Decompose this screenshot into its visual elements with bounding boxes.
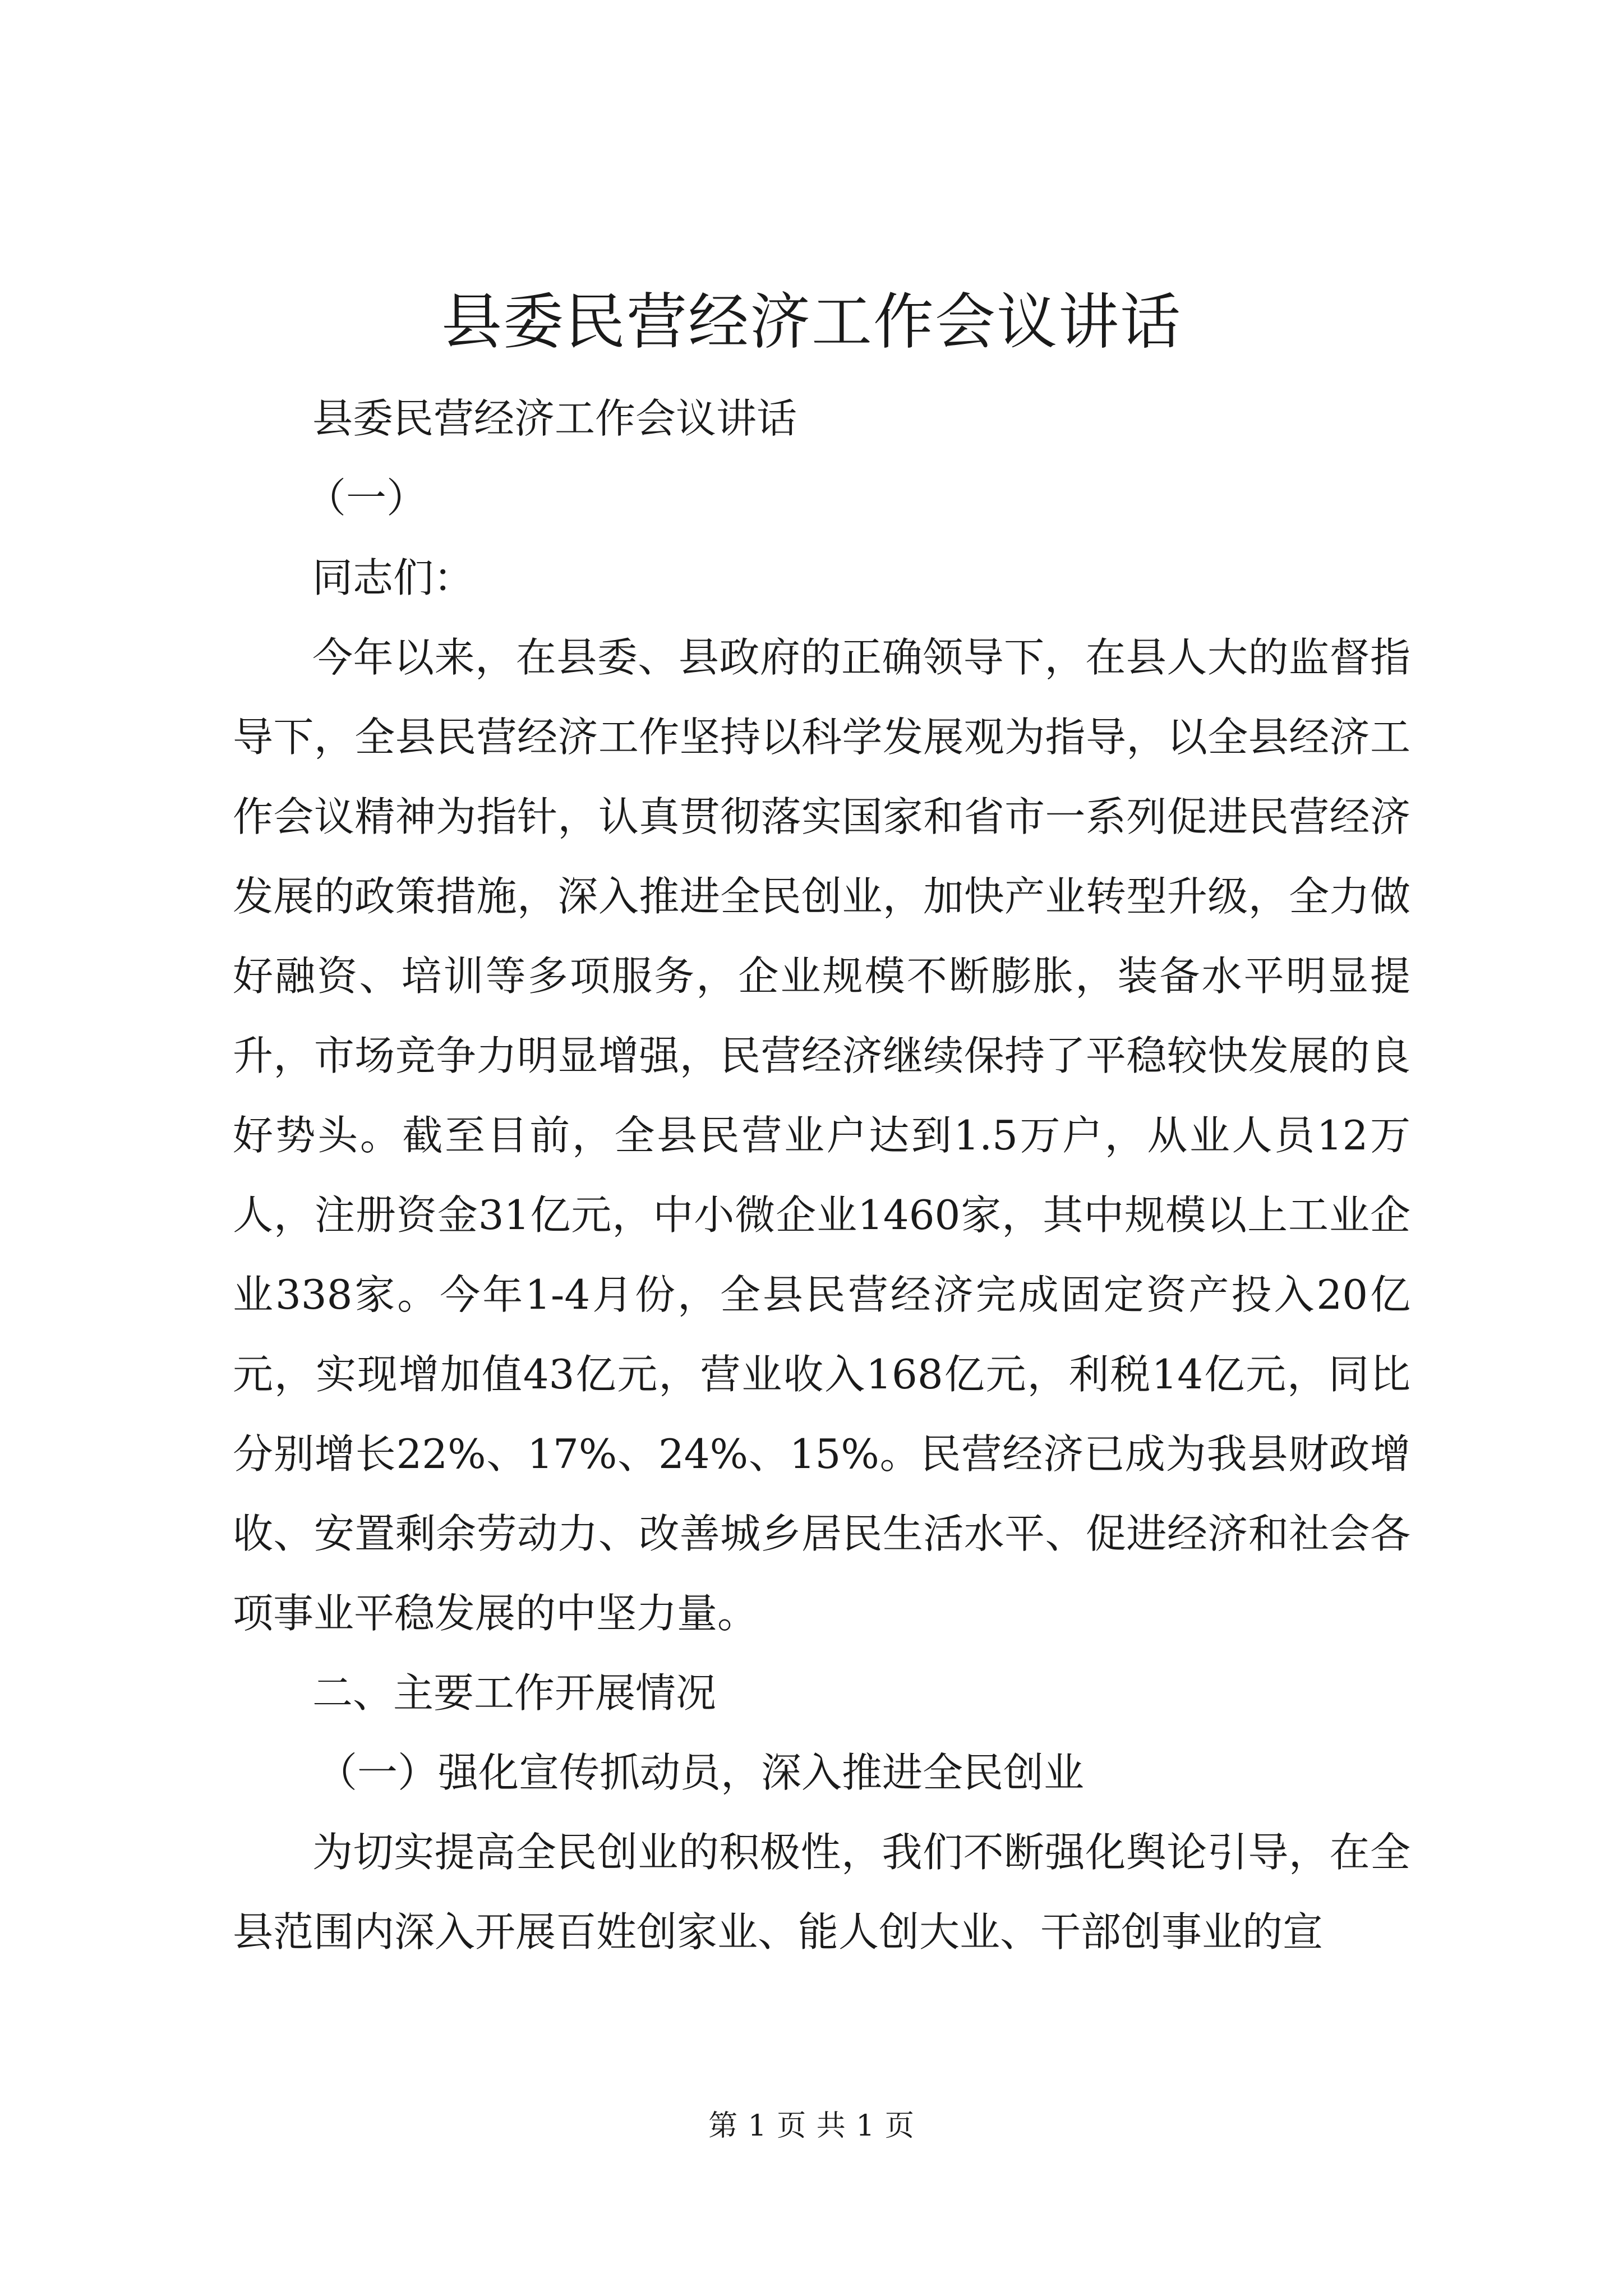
section-marker: （一） (306, 475, 427, 522)
document-body (233, 379, 1410, 1972)
page-footer: 第 1 页 共 1 页 (708, 2109, 915, 2143)
section-heading: 二、主要工作开展情况 (312, 1669, 717, 1717)
body-paragraph: 为切实提高全民创业的积极性，我们不断强化舆论引导，在全县范围内深入开展百姓创家业、能人创大业、干部创事业的宣 (233, 1829, 1410, 1955)
subsection-heading: （一）强化宣传抓动员，深入推进全民创业 (317, 1749, 1085, 1796)
document-title: 县委民营经济工作会议讲话 (441, 287, 1182, 357)
salutation: 同志们： (312, 554, 474, 601)
subtitle-line: 县委民营经济工作会议讲话 (312, 395, 797, 442)
body-paragraph: 今年以来，在县委、县政府的正确领导下，在县人大的监督指导下，全县民营经济工作坚持以科学发展观为指导，以全县经济工作会议精神为指针，认真贯彻落实国家和省市一系列促进民营经济发展的政策措施，深入推进全民创业，加快产业转型升级，全力做好融资、培训等多项服务，企业规模不断膨胀，装备水平明显提升，市场竞争力明显增强，民营经济继续保持了平稳较快发展的良好势头。截至目前，全县民营业户达到1.5万户，从业人员12万人，注册资金31亿元，中小微企业1460家，其中规模以上工业企业338家。今年1-4月份，全县民营经济完成固定资产投入20亿元，实现增加值43亿元，营业收入168亿元，利税14亿元，同比分别增长22%、17%、24%、15%。民营经济已成为我县财政增收、安置剩余劳动力、改善城乡居民生活水平、促进经济和社会各项事业平稳发展的中坚力量。 (233, 634, 1410, 1637)
